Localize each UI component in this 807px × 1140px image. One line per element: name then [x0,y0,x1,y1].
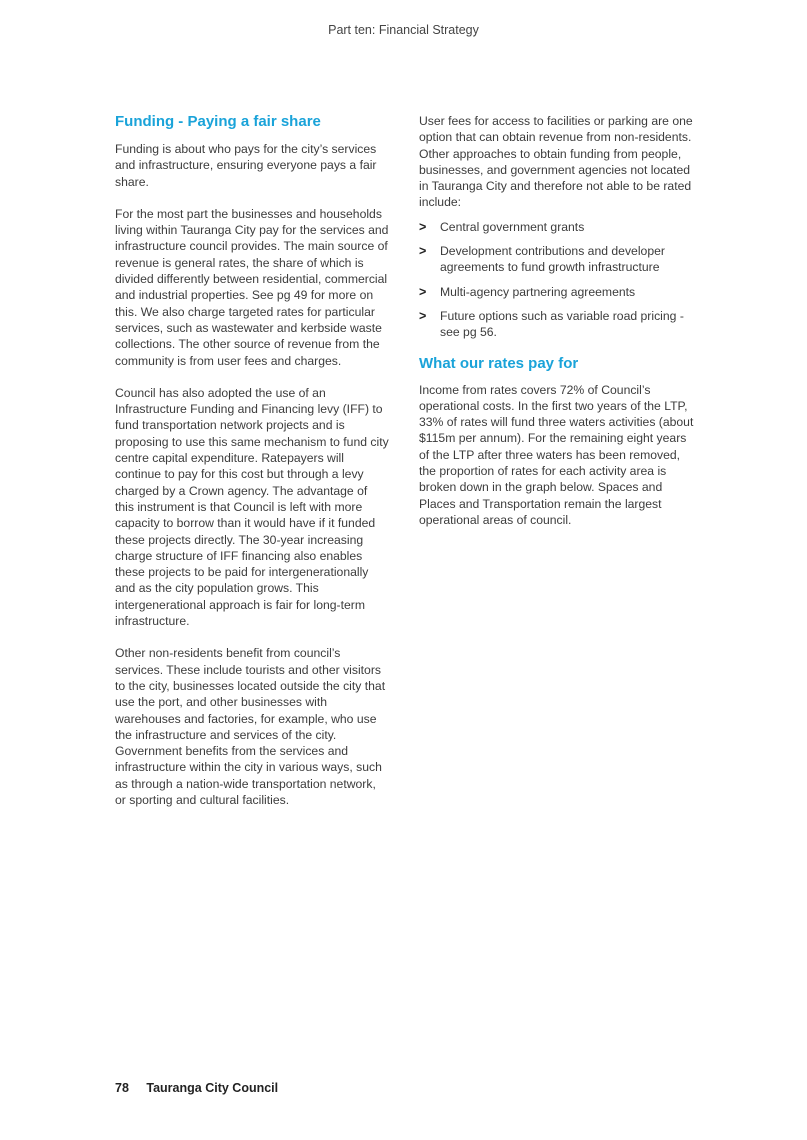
list-item-text: Development contributions and developer agreements to fund growth infrastructure [440,244,665,275]
section-heading-rates: What our rates pay for [419,354,579,372]
section-heading-funding: Funding - Paying a fair share [115,113,321,130]
list-item [419,308,695,341]
page-number: 78 [115,1081,129,1095]
paragraph: For the most part the businesses and households living within Tauranga City pay for the services and infrastructure council provides. The main source of revenue is general rates, the share of which is divided differently between residential, commercial and industrial properties. See pg 49 for more on this. We also charge targeted rates for particular services, such as wastewater and kerbside waste collections. The other source of revenue from the community is from user fees and charges. [115,206,389,368]
paragraph: Other non-residents benefit from council’s services. These include tourists and other visitors to the city, businesses located outside the city that use the port, and other businesses with warehouses and factories, for example, who use the infrastructure and services of the city. Government benefits from the services and infrastructure within the city in various ways, such as through a nation-wide transportation network, or sporting and cultural facilities. [115,646,386,807]
page-footer [115,1081,278,1095]
list-item-text: Central government grants [440,219,585,234]
left-column [115,113,389,824]
chevron-right-icon: > [419,308,427,323]
chevron-right-icon: > [419,244,427,259]
paragraph: Income from rates covers 72% of Council’s operational costs. In the first two years of the LTP, 33% of rates will fund three waters activities (about $115m per annum). For the remaining eight years of the LTP after three waters has been removed, the proportion of rates for each activity area is broken down in the graph below. Spaces and Places and Transportation remain the largest operational areas of council. [419,382,694,527]
list-item [419,219,695,235]
running-header: Part ten: Financial Strategy [328,23,479,37]
right-column [419,113,695,544]
funding-options-list [419,219,695,341]
paragraph: Council has also adopted the use of an Infrastructure Funding and Financing levy (IFF) to fund transportation network projects and is proposing to use this same mechanism to fund city centre capital expenditure. Ratepayers will continue to pay for this cost but through a levy charged by a Crown agency. The advantage of this instrument is that Council is left with more capacity to borrow than it would have if it funded these projects directly. The 30-year increasing charge structure of IFF financing also enables these projects to be paid for intergenerationally and as the city population grows. This intergenerational approach is fair for long-term infrastructure. [115,385,389,629]
list-item [419,284,695,300]
chevron-right-icon: > [419,284,427,299]
list-item-text: Future options such as variable road pricing - see pg 56. [440,308,684,340]
paragraph: User fees for access to facilities or parking are one option that can obtain revenue from non-residents. Other approaches to obtain funding from people, businesses, and government agencies not located in Tauranga City and therefore not able to be rated include: [419,114,693,210]
footer-org-name: Tauranga City Council [146,1081,279,1095]
list-item [419,243,695,276]
list-item-text: Multi-agency partnering agreements [440,284,636,299]
paragraph: Funding is about who pays for the city’s services and infrastructure, ensuring everyone pays a fair share. [115,142,377,189]
chevron-right-icon: > [419,219,427,234]
